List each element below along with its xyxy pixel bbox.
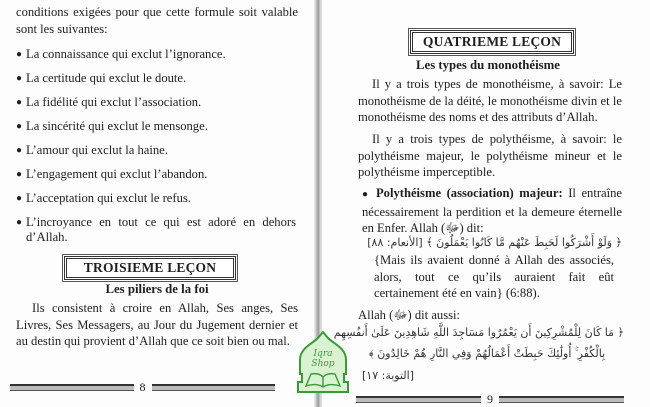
bullet-text: Il entraîne nécessairement la perdition et la demeure éternelle en Enfer. Allah (ﷻ) dit: — [362, 186, 622, 235]
list-item: ● L’acceptation qui exclut le refus. — [16, 191, 191, 205]
conditions-list — [16, 47, 296, 254]
bullet-icon: ● — [16, 121, 23, 132]
lesson-title-box: QUATRIEME LEÇON — [410, 30, 574, 54]
list-item: ● La sincérité qui exclut le mensonge. — [16, 119, 208, 133]
monotheism-paragraph: Il y a trois types de monothéisme, à savoir: Le monothéisme de la déité, le monothéisme divin et le monothéisme des noms et des attributs d’Allah. — [358, 77, 622, 124]
verse-reference: [التوبة: ١٧] — [362, 369, 414, 382]
verse-translation: {Mais ils avaient donné à Allah des associés, alors, tout ce qu’ils auraient fait eût certainement été en vain} (6:88). — [374, 253, 614, 300]
allah-says-also: Allah (ﷻ) dit aussi: — [358, 308, 461, 322]
polytheism-paragraph: Il y a trois types de polythéisme, à savoir: le polythéisme majeur, le polythéisme mineur et le polythéisme imperceptible. — [358, 132, 622, 179]
section-subtitle: Les types du monothéisme — [416, 58, 560, 72]
bullet-icon: ● — [16, 193, 23, 204]
lesson-title-box: TROISIEME LEÇON — [64, 256, 236, 280]
logo-text-shop: Shop — [311, 359, 335, 369]
bullet-icon: ● — [16, 217, 23, 228]
list-item: ● La fidélité qui exclut l’association. — [16, 95, 202, 109]
major-polytheism-item — [362, 185, 622, 237]
page-footer — [356, 394, 624, 404]
bullet-icon: ● — [16, 169, 23, 180]
list-item: ● L’engagement qui exclut l’abandon. — [16, 167, 208, 181]
page-number: 8 — [139, 380, 146, 394]
page-number: 9 — [487, 392, 493, 406]
bullet-title: Polythéisme (association) majeur: — [375, 186, 563, 200]
page-footer — [10, 382, 275, 392]
bullet-icon: ● — [16, 73, 23, 84]
logo-text-iqra: Iqra — [313, 349, 333, 359]
verse-arabic: ﴿ مَا كَانَ لِلْمُشْرِكِينَ أَن يَعْمُرُوا مَسَاجِدَ اللَّهِ شَاهِدِينَ عَلَىٰ أَنفُسِهِم — [333, 326, 624, 339]
iqra-shop-logo — [294, 330, 352, 394]
verse-arabic: ﴿ وَلَوْ أَشْرَكُوا لَحَبِطَ عَنْهُم مَّا كَانُوا يَعْمَلُونَ ﴾ [الأنعام: ٨٨] — [367, 236, 622, 249]
list-item: ● La certitude qui exclut le doute. — [16, 71, 187, 85]
list-item: ● L’incroyance en tout ce qui est adoré en dehors d’Allah. — [16, 215, 296, 244]
list-item: ● La connaissance qui exclut l’ignorance. — [16, 47, 226, 61]
list-item: ● L’amour qui exclut la haine. — [16, 143, 168, 157]
bullet-icon: ● — [362, 189, 371, 200]
footer-rule — [10, 384, 134, 391]
section-subtitle: Les piliers de la foi — [105, 282, 209, 296]
footer-rule — [499, 396, 624, 403]
right-page — [322, 0, 650, 407]
intro-text: conditions exigées pour que cette formule soit valable sont les suivantes: — [16, 5, 298, 36]
left-page — [0, 0, 318, 407]
bullet-icon: ● — [16, 97, 23, 108]
bullet-icon: ● — [16, 49, 23, 60]
bullet-icon: ● — [16, 145, 23, 156]
footer-rule — [152, 384, 276, 391]
pillars-paragraph: Ils consistent à croire en Allah, Ses anges, Ses Livres, Ses Messagers, au Jour du Jugement dernier et au destin qui provient d’Allah que ce soit bien ou mal. — [16, 301, 298, 348]
footer-rule — [356, 396, 481, 403]
verse-arabic: بِالْكُفْرِ ۚ أُولَٰئِكَ حَبِطَتْ أَعْمَالُهُمْ وَفِي النَّارِ هُمْ خَالِدُونَ ﴾ — [368, 347, 606, 360]
